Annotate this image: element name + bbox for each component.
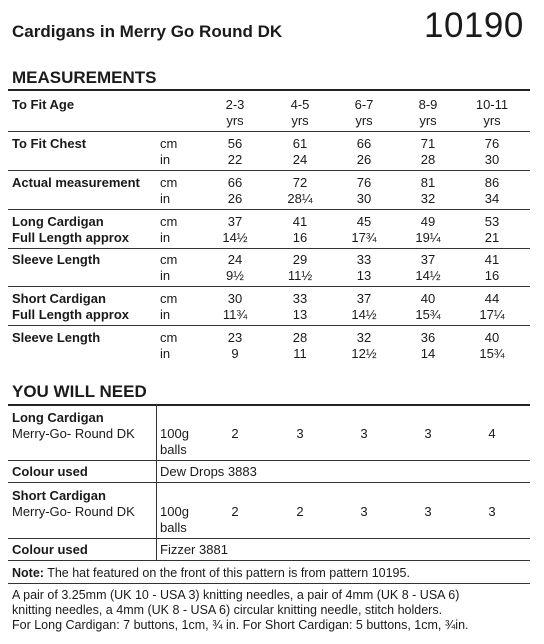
row-label: To Fit Chest [12,136,87,151]
note-bold: Note: [12,566,44,580]
value-cm: 45 [356,214,372,229]
short-yarn-name: Merry-Go- Round DK [12,504,135,519]
value-cm: 33 [292,291,308,306]
value-in: 19¼ [415,230,441,245]
value-cm: 30 [227,291,243,306]
unit-in: in [160,307,171,322]
value-cm: 81 [420,175,436,190]
value-in: 11½ [287,268,313,283]
unit-in: in [160,191,171,206]
age-unit: yrs [226,113,244,128]
age-range: 6-7 [354,97,374,112]
yarn-quantity: 4 [488,426,496,441]
divider [8,560,530,561]
divider [8,538,530,539]
value-cm: 66 [356,136,372,151]
value-in: 11 [293,346,307,361]
value-cm: 28 [292,330,308,345]
long-colour-label: Colour used [12,464,88,479]
value-in: 17¾ [351,230,377,245]
value-cm: 53 [484,214,500,229]
divider [8,404,530,406]
page-title: Cardigans in Merry Go Round DK [12,22,283,41]
value-cm: 41 [292,214,308,229]
long-cardigan-label: Long Cardigan [12,410,104,425]
age-unit: yrs [483,113,501,128]
value-cm: 29 [292,252,308,267]
age-unit: yrs [355,113,373,128]
value-cm: 76 [356,175,372,190]
value-cm: 61 [292,136,308,151]
row-label: Long Cardigan [12,214,104,229]
value-in: 22 [227,152,243,167]
value-in: 14½ [222,230,248,245]
unit-cm: cm [160,252,178,267]
value-cm: 44 [484,291,500,306]
short-colour-value: Fizzer 3881 [160,542,228,557]
long-yarn-unit: 100g [160,426,189,441]
value-in: 28¼ [287,191,313,206]
needles-line-3: For Long Cardigan: 7 buttons, 1cm, ¾ in. For Short Cardigan: 5 buttons, 1cm, ¾in. [12,618,469,632]
value-in: 34 [484,191,500,206]
value-in: 14½ [415,268,441,283]
value-in: 30 [484,152,500,167]
divider [8,325,530,326]
long-yarn-unit-balls: balls [160,442,187,457]
long-yarn-name: Merry-Go- Round DK [12,426,135,441]
value-cm: 41 [484,252,500,267]
divider [8,460,530,461]
divider [8,209,530,210]
value-in: 14 [420,346,436,361]
you-will-need-heading: YOU WILL NEED [12,382,147,401]
unit-in: in [160,346,171,361]
measurements-heading: MEASUREMENTS [12,68,157,87]
value-cm: 40 [484,330,500,345]
row-label: Sleeve Length [12,252,101,267]
column-divider [156,404,157,560]
value-cm: 36 [420,330,436,345]
value-in: 16 [292,230,308,245]
long-colour-value: Dew Drops 3883 [160,464,257,479]
divider [8,89,530,91]
unit-in: in [160,152,171,167]
age-unit: yrs [419,113,437,128]
value-cm: 66 [227,175,243,190]
value-cm: 71 [420,136,436,151]
short-yarn-unit-balls: balls [160,520,187,535]
value-in: 15¾ [415,307,441,322]
value-cm: 86 [484,175,500,190]
short-yarn-unit: 100g [160,504,189,519]
unit-cm: cm [160,214,178,229]
age-range: 2-3 [225,97,245,112]
row-label: Sleeve Length [12,330,101,345]
value-cm: 72 [292,175,308,190]
divider [8,482,530,483]
value-cm: 24 [227,252,243,267]
value-cm: 37 [420,252,436,267]
row-label-2: Full Length approx [12,230,129,245]
divider [8,170,530,171]
row-label: Actual measurement [12,175,140,190]
row-label-2: Full Length approx [12,307,129,322]
age-range: 8-9 [418,97,438,112]
age-range: 4-5 [290,97,310,112]
value-cm: 49 [420,214,436,229]
needles-line-2: knitting needles, a 4mm (UK 8 - USA 6) circular knitting needle, stitch holders. [12,603,443,617]
age-label: To Fit Age [12,97,75,112]
age-unit: yrs [291,113,309,128]
value-in: 17¼ [479,307,505,322]
unit-in: in [160,230,171,245]
value-in: 11¾ [222,307,248,322]
divider [8,131,530,132]
value-cm: 32 [356,330,372,345]
short-cardigan-label: Short Cardigan [12,488,106,503]
unit-cm: cm [160,136,178,151]
value-in: 28 [420,152,436,167]
yarn-quantity: 3 [424,426,432,441]
value-cm: 76 [484,136,500,151]
yarn-quantity: 2 [231,426,239,441]
value-cm: 37 [356,291,372,306]
value-in: 15¾ [479,346,505,361]
divider [8,583,530,584]
unit-in: in [160,268,171,283]
unit-cm: cm [160,330,178,345]
row-label: Short Cardigan [12,291,106,306]
yarn-quantity: 3 [360,426,368,441]
value-in: 21 [484,230,500,245]
value-in: 32 [420,191,436,206]
value-in: 13 [356,268,372,283]
unit-cm: cm [160,291,178,306]
value-cm: 56 [227,136,243,151]
divider [8,286,530,287]
age-range: 10-11 [475,97,509,112]
yarn-quantity: 2 [296,504,304,519]
yarn-quantity: 3 [360,504,368,519]
note-text: The hat featured on the front of this pattern is from pattern 10195. [43,566,410,580]
yarn-quantity: 2 [231,504,239,519]
short-colour-label: Colour used [12,542,88,557]
yarn-quantity: 3 [488,504,496,519]
value-in: 24 [292,152,308,167]
value-in: 26 [356,152,372,167]
note [12,566,527,581]
needles-line-1: A pair of 3.25mm (UK 10 - USA 3) knitting needles, a pair of 4mm (UK 8 - USA 6) [12,588,460,602]
value-in: 9 [231,346,239,361]
unit-cm: cm [160,175,178,190]
value-in: 9½ [225,268,245,283]
value-in: 12½ [351,346,377,361]
value-cm: 40 [420,291,436,306]
value-in: 30 [356,191,372,206]
value-in: 14½ [351,307,377,322]
divider [8,248,530,249]
pattern-number: 10190 [424,6,524,45]
value-cm: 23 [227,330,243,345]
value-cm: 37 [227,214,243,229]
yarn-quantity: 3 [296,426,304,441]
value-cm: 33 [356,252,372,267]
value-in: 13 [292,307,308,322]
value-in: 16 [484,268,500,283]
yarn-quantity: 3 [424,504,432,519]
value-in: 26 [227,191,243,206]
